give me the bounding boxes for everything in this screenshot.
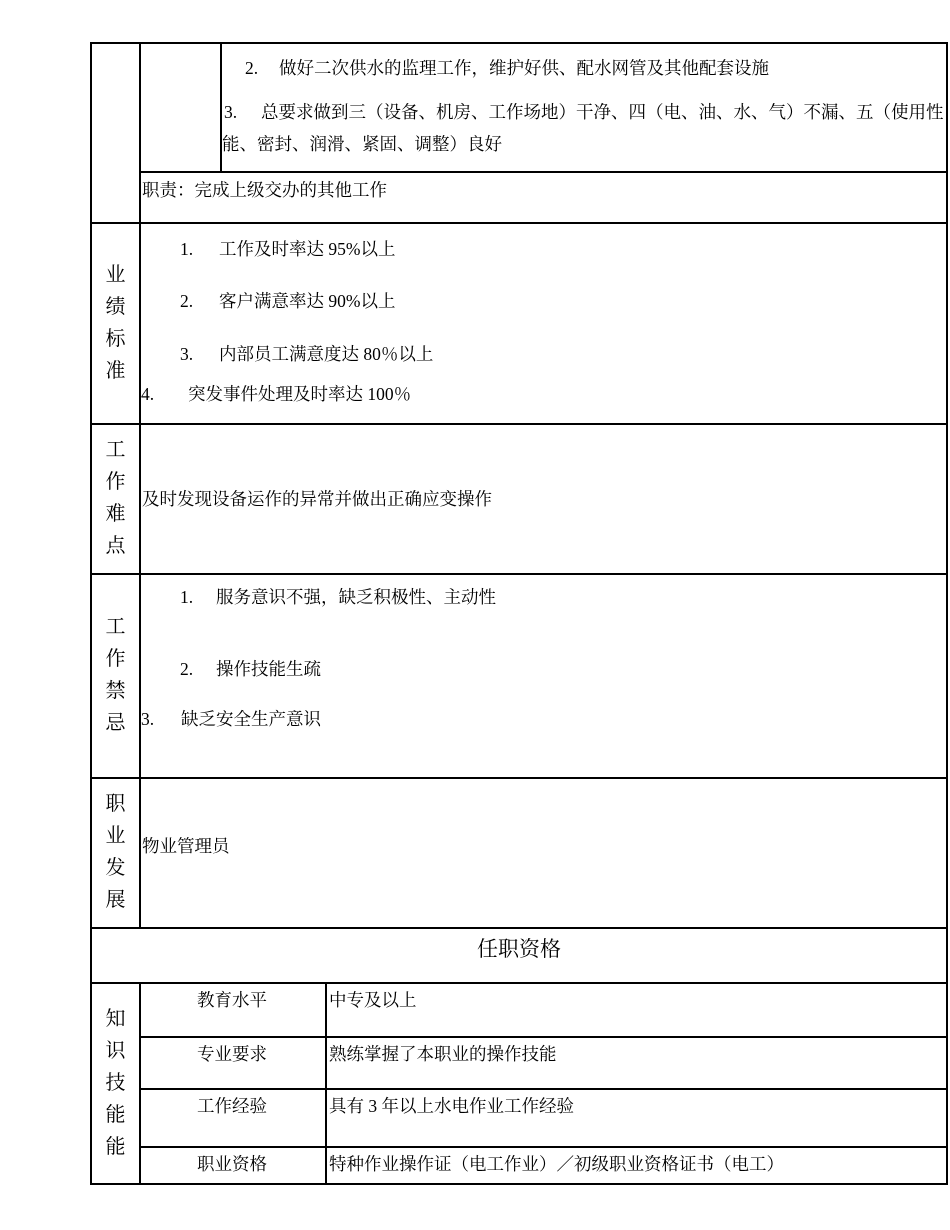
work-taboos-label-cell: [92, 573, 139, 777]
duty-item-3-text: 总要求做到三（设备、机房、工作场地）干净、四（电、油、水、气）不漏、五（使用性能、密封、润滑、紧固、调整）良好: [222, 102, 944, 154]
taboo-item-2-text: 操作技能生疏: [216, 659, 321, 679]
performance-item-4-text: 突发事件处理及时率达 100％: [188, 384, 412, 404]
career-development-label-cell: [92, 777, 139, 927]
performance-standards-label-cell: [92, 222, 139, 423]
taboo-item-1-number: 1.: [180, 587, 194, 607]
performance-item-2-number: 2.: [180, 291, 194, 311]
taboo-item-1: [139, 581, 574, 613]
performance-item-1-number: 1.: [180, 239, 194, 259]
performance-standards-label: 业绩标准: [105, 263, 126, 382]
ks-row-experience-value: 具有 3 年以上水电作业工作经验: [329, 1096, 574, 1116]
knowledge-skills-label: 知识技能能: [105, 1007, 126, 1158]
ks-row-certificate-field: 职业资格: [197, 1154, 267, 1174]
duties-list-cell: [222, 52, 944, 171]
work-taboos-label: 工作禁忌: [105, 616, 126, 734]
performance-item-4: [139, 378, 946, 410]
work-difficulty-text: 及时发现设备运作的异常并做出正确应变操作: [142, 488, 492, 509]
taboo-item-2-number: 2.: [180, 659, 194, 679]
work-difficulty-label: 工作难点: [105, 439, 126, 557]
work-difficulty-cell: [139, 423, 946, 573]
taboo-item-3-text: 缺乏安全生产意识: [181, 709, 321, 729]
career-development-label: 职业发展: [105, 793, 126, 911]
performance-item-1-text: 工作及时率达 95%以上: [219, 239, 396, 259]
performance-standards-cell: [139, 222, 946, 423]
taboo-item-3-number: 3.: [141, 709, 155, 729]
job-description-table: [90, 42, 948, 1185]
duty-item-3: [222, 96, 944, 160]
duty-item-3-number: 3.: [224, 102, 238, 122]
performance-item-3-text: 内部员工满意度达 80％以上: [219, 344, 434, 364]
duty-note-cell: 职责：完成上级交办的其他工作: [142, 180, 387, 200]
ks-row-experience-field: 工作经验: [197, 1096, 267, 1116]
taboo-item-2: [139, 653, 946, 685]
work-difficulty-label-cell: [92, 423, 139, 573]
performance-item-4-number: 4.: [141, 384, 155, 404]
ks-row-education-field: 教育水平: [197, 990, 267, 1010]
performance-item-2-text: 客户满意率达 90%以上: [219, 291, 396, 311]
career-development-text: 物业管理员: [142, 835, 230, 856]
work-taboos-cell: [139, 573, 946, 777]
duty-item-2-number: 2.: [245, 58, 259, 78]
ks-row-specialty-value: 熟练掌握了本职业的操作技能: [329, 1044, 557, 1064]
ks-row-certificate-value: 特种作业操作证（电工作业）／初级职业资格证书（电工）: [329, 1154, 784, 1174]
performance-item-3: [139, 338, 946, 370]
taboo-item-1-text: 服务意识不强，缺乏积极性、主动性: [216, 587, 496, 607]
duty-item-2: [222, 52, 944, 84]
career-development-cell: [139, 777, 946, 927]
ks-row-specialty-field: 专业要求: [197, 1044, 267, 1064]
performance-item-3-number: 3.: [180, 344, 194, 364]
performance-item-2: [139, 285, 946, 317]
knowledge-skills-label-cell: [92, 982, 139, 1183]
qualification-section-header: 任职资格: [477, 937, 561, 961]
performance-item-1: [139, 233, 946, 265]
taboo-item-3: [139, 703, 946, 735]
ks-row-education-value: 中专及以上: [329, 990, 417, 1010]
duty-item-2-text: 做好二次供水的监理工作，维护好供、配水网管及其他配套设施: [279, 58, 769, 78]
